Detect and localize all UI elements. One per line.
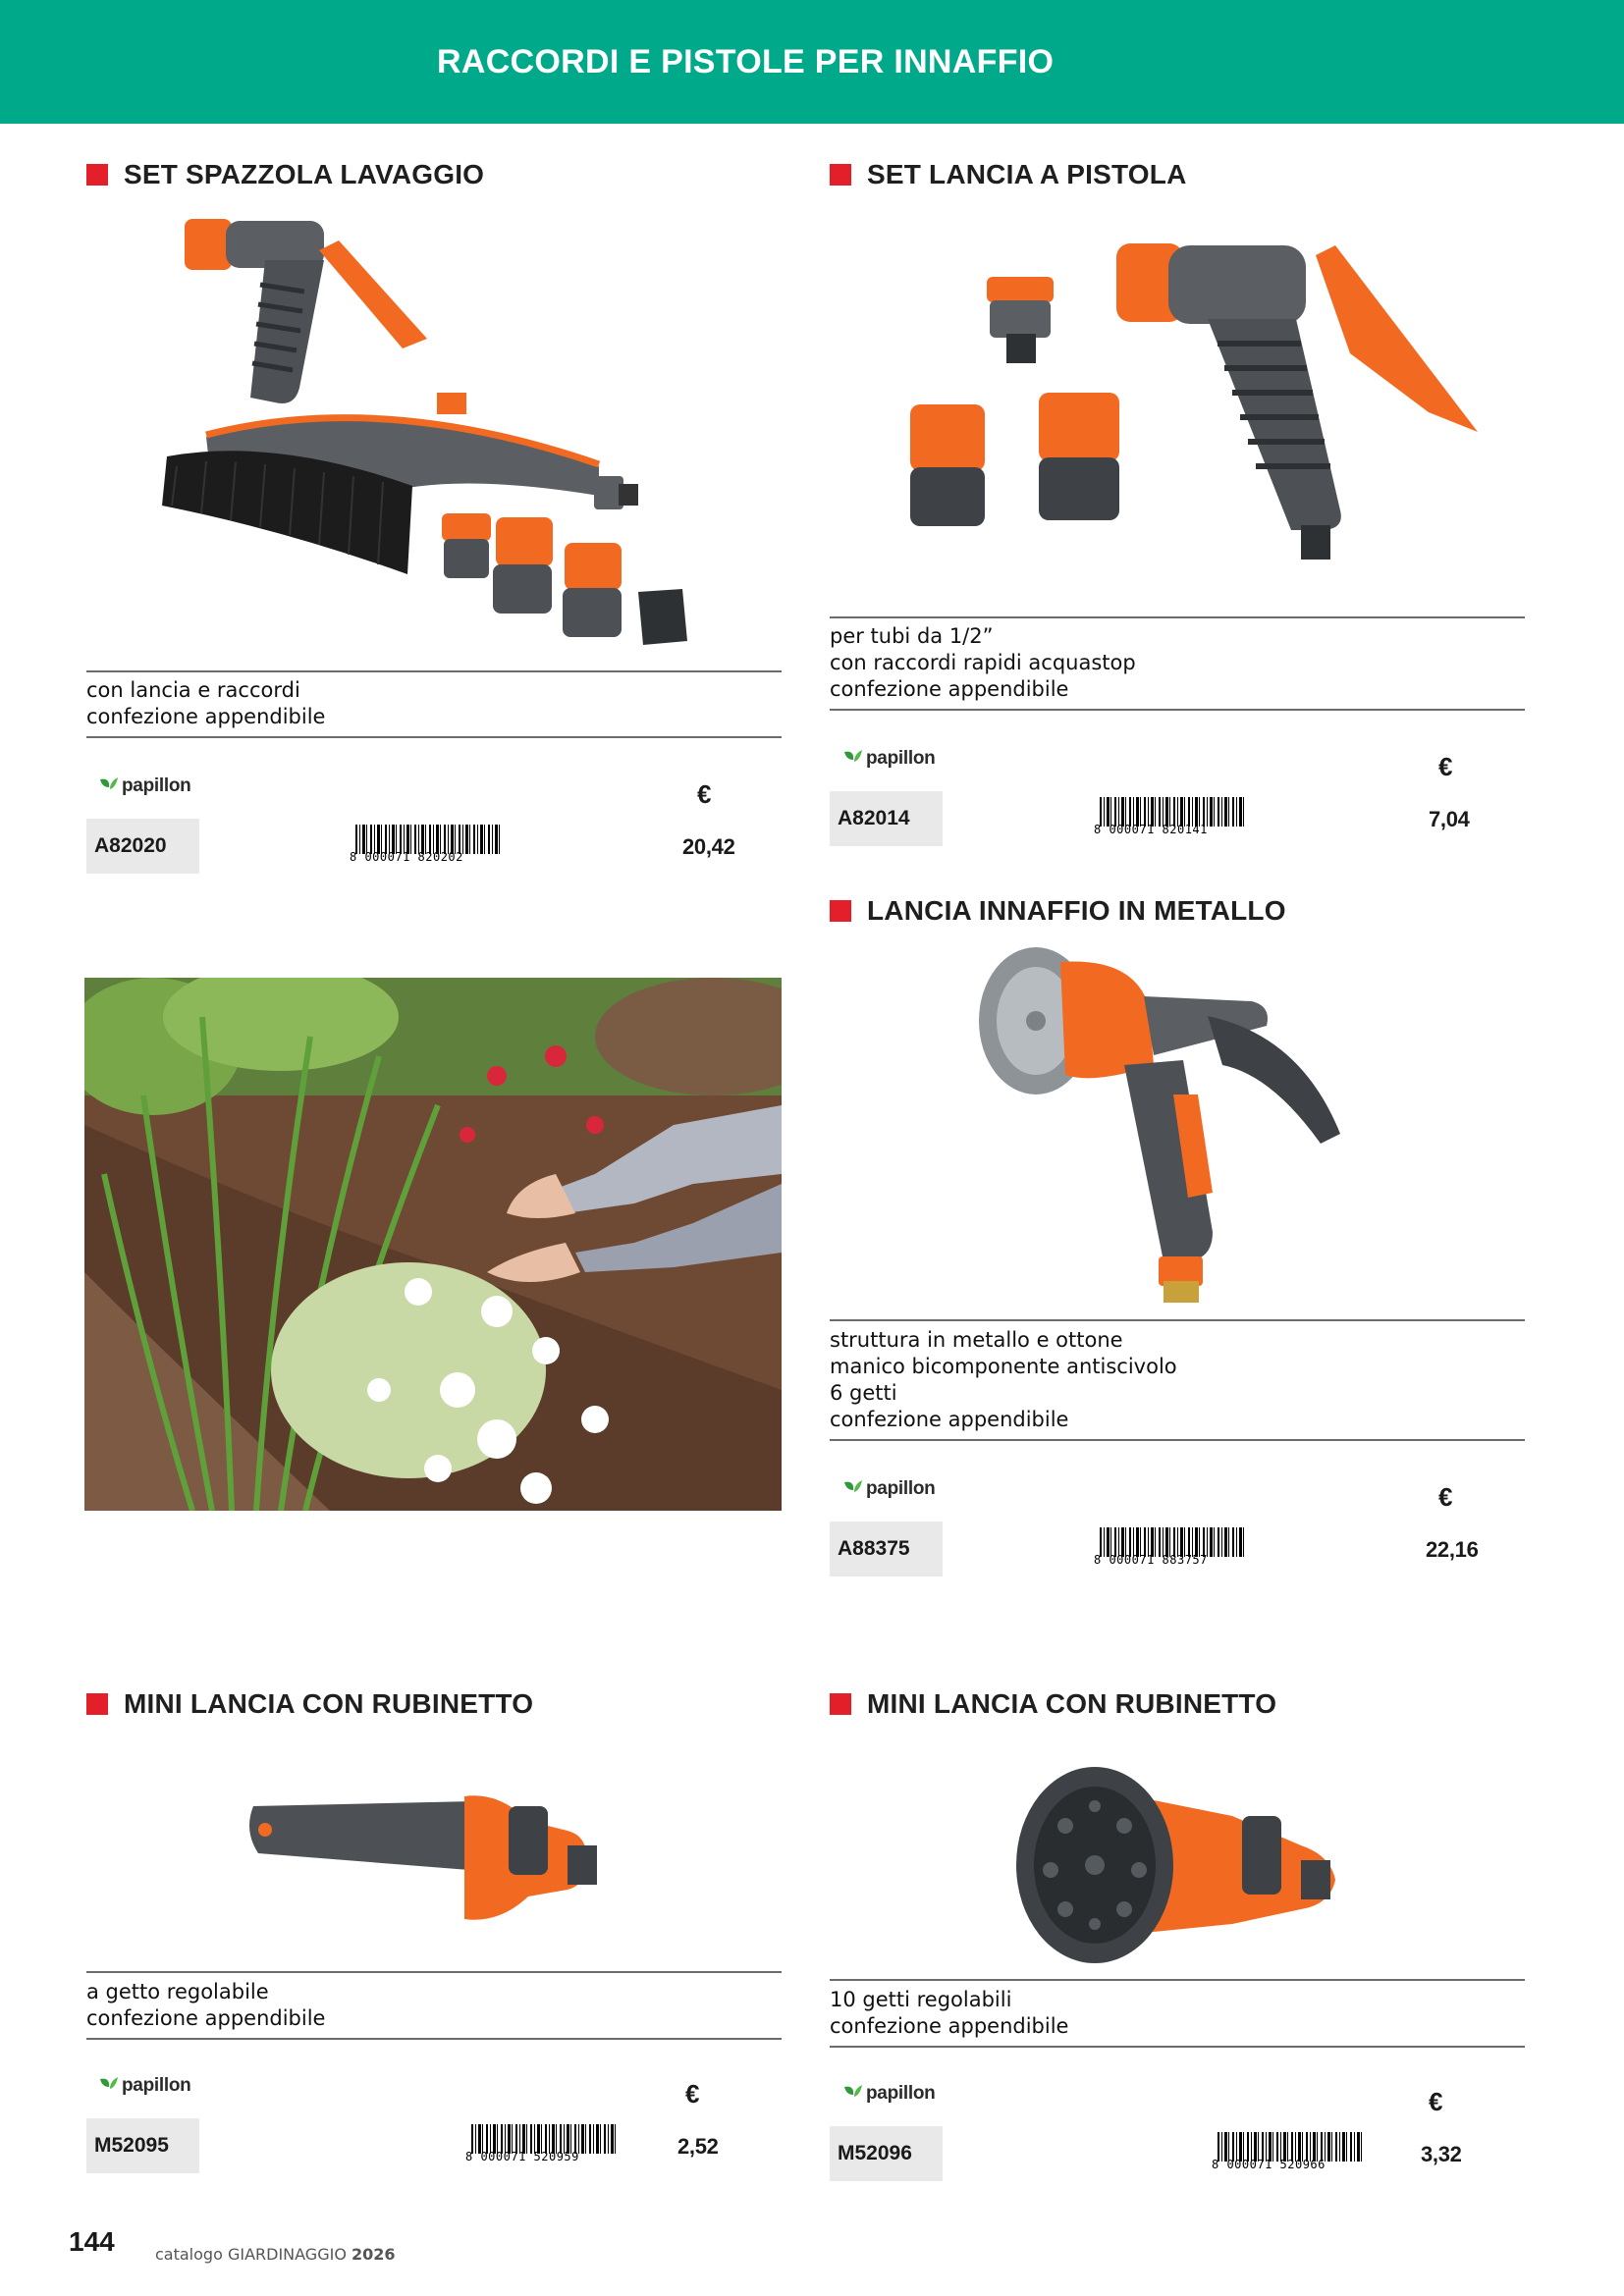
product-title: SET LANCIA A PISTOLA (867, 159, 1187, 189)
product-code-box (830, 791, 943, 846)
product-code: M52095 (94, 2134, 169, 2157)
product-description (830, 623, 1136, 703)
leaf-icon (98, 2075, 120, 2097)
product-code-box (86, 2118, 199, 2173)
leaf-icon (842, 2083, 864, 2105)
divider (86, 2038, 782, 2040)
barcode (1094, 797, 1245, 836)
papillon-logo (98, 2075, 190, 2097)
product-code-box (86, 819, 199, 874)
product-description (86, 1979, 325, 2032)
desc-line: confezione appendibile (830, 677, 1069, 701)
barcode (465, 2124, 617, 2163)
product-description (86, 677, 325, 730)
product-title-row (86, 1688, 533, 1720)
red-square-icon (830, 1693, 851, 1715)
divider (830, 709, 1525, 711)
divider (86, 670, 782, 672)
divider (830, 1439, 1525, 1441)
product-title: SET SPAZZOLA LAVAGGIO (124, 159, 485, 189)
desc-line: confezione appendibile (86, 705, 326, 728)
desc-line: confezione appendibile (830, 2014, 1069, 2038)
desc-line: per tubi da 1/2” (830, 624, 994, 648)
papillon-logo (98, 775, 190, 797)
red-square-icon (830, 900, 851, 922)
product-title-row (830, 895, 1286, 927)
divider (86, 736, 782, 738)
metal-gun-image (977, 947, 1370, 1310)
logo-text: papillon (866, 1478, 936, 1499)
divider (830, 1319, 1525, 1321)
barcode (1212, 2132, 1363, 2171)
logo-text: papillon (122, 775, 191, 796)
divider (830, 2046, 1525, 2048)
barcode (1094, 1527, 1245, 1567)
barcode-number: 8 000071 883757 (1094, 1553, 1208, 1567)
desc-line: con lancia e raccordi (86, 678, 300, 702)
product-title-row (830, 1688, 1276, 1720)
red-square-icon (86, 1693, 108, 1715)
barcode-number: 8 000071 520959 (465, 2150, 579, 2163)
product-code: M52096 (838, 2142, 912, 2164)
euro-symbol: € (1438, 752, 1453, 781)
desc-line: con raccordi rapidi acquastop (830, 651, 1136, 674)
leaf-icon (842, 1478, 864, 1500)
papillon-logo (842, 748, 935, 770)
brush-set-image (157, 201, 707, 663)
desc-line: a getto regolabile (86, 1980, 269, 2003)
page-number: 144 (69, 2226, 115, 2257)
divider (830, 616, 1525, 618)
product-code: A82020 (94, 834, 167, 857)
desc-line: struttura in metallo e ottone (830, 1328, 1123, 1352)
euro-symbol: € (685, 2079, 700, 2109)
product-title-row (830, 159, 1187, 190)
barcode-number: 8 000071 820141 (1094, 823, 1208, 836)
page-title: RACCORDI E PISTOLE PER INNAFFIO (437, 43, 1055, 80)
footer-catalog-name: catalogo GIARDINAGGIO (155, 2245, 347, 2264)
desc-line: manico bicomponente antiscivolo (830, 1355, 1177, 1378)
papillon-logo (842, 1478, 935, 1500)
leaf-icon (98, 775, 120, 797)
product-code-box (830, 2126, 943, 2181)
logo-text: papillon (866, 2083, 936, 2104)
barcode (350, 825, 501, 864)
product-code-box (830, 1522, 943, 1576)
price: 22,16 (1426, 1537, 1479, 1562)
logo-text: papillon (866, 748, 936, 769)
footer-year: 2026 (352, 2245, 396, 2264)
product-description (830, 1987, 1068, 2040)
euro-symbol: € (1438, 1482, 1453, 1512)
price: 20,42 (682, 834, 735, 859)
product-code: A82014 (838, 807, 910, 829)
red-square-icon (86, 164, 108, 186)
desc-line: 10 getti regolabili (830, 1988, 1012, 2011)
leaf-icon (842, 748, 864, 770)
price: 7,04 (1429, 807, 1470, 831)
divider (86, 1971, 782, 1973)
logo-text: papillon (122, 2075, 191, 2096)
footer-catalog (155, 2245, 396, 2264)
page-header (0, 0, 1624, 124)
red-square-icon (830, 164, 851, 186)
euro-symbol: € (1429, 2087, 1443, 2116)
desc-line: confezione appendibile (86, 2006, 326, 2030)
product-title: LANCIA INNAFFIO IN METALLO (867, 895, 1286, 926)
euro-symbol: € (697, 779, 712, 809)
desc-line: confezione appendibile (830, 1408, 1069, 1431)
price: 2,52 (677, 2134, 719, 2159)
barcode-number: 8 000071 820202 (350, 850, 463, 864)
mini-nozzle-image (244, 1787, 617, 1934)
product-title: MINI LANCIA CON RUBINETTO (867, 1688, 1277, 1719)
papillon-logo (842, 2083, 935, 2105)
product-title-row (86, 159, 484, 190)
garden-photo (84, 978, 782, 1511)
multi-jet-nozzle-image (1006, 1757, 1360, 1963)
pistol-set-image (898, 236, 1488, 579)
divider (830, 1979, 1525, 1981)
product-description (830, 1327, 1177, 1433)
product-title: MINI LANCIA CON RUBINETTO (124, 1688, 534, 1719)
desc-line: 6 getti (830, 1381, 897, 1405)
product-code: A88375 (838, 1537, 910, 1560)
barcode-number: 8 000071 520966 (1212, 2158, 1326, 2171)
price: 3,32 (1421, 2142, 1462, 2166)
